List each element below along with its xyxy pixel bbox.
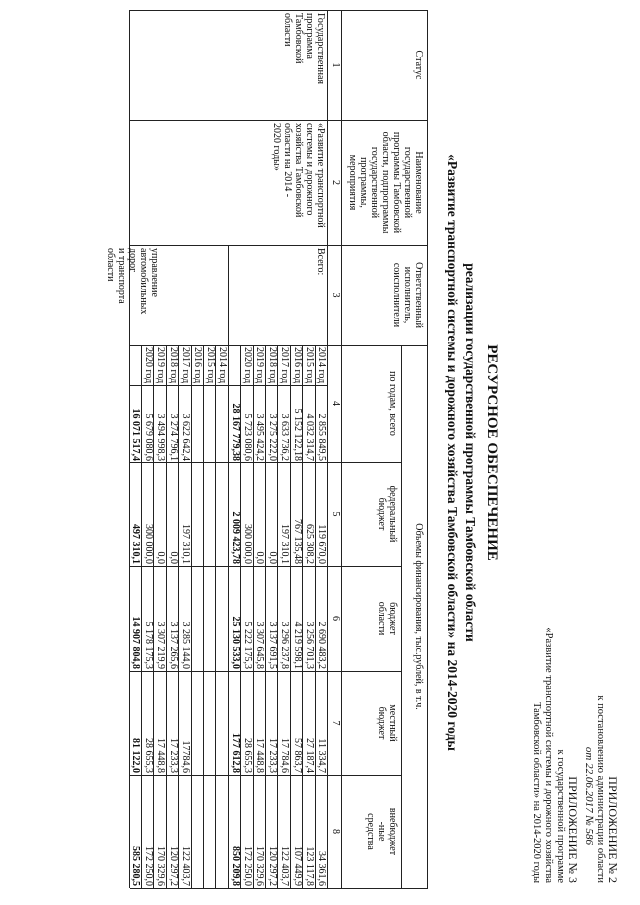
grid-line — [130, 888, 428, 889]
program-ref-1: к государственной программе — [555, 749, 566, 883]
table-cell: 34 361,6 — [316, 851, 328, 886]
table-cell: 2 855 849,5 — [316, 413, 328, 461]
doc-title: РЕСУРСНОЕ ОБЕСПЕЧЕНИЕ — [484, 344, 500, 561]
header-executor-line: соисполнители — [391, 262, 402, 328]
grid-line — [130, 245, 428, 246]
total-label: Всего: — [315, 248, 326, 276]
table-cell: 0,0 — [155, 551, 167, 564]
table-cell: 5 222 175,3 — [242, 621, 254, 669]
table-cell: 3 495 424,2 — [254, 413, 266, 461]
table-cell: 2014 год — [316, 347, 328, 384]
header-extra — [365, 775, 398, 888]
resource-table — [18, 10, 428, 888]
appendix3-label: ПРИЛОЖЕНИЕ № 3 — [566, 776, 580, 883]
column-number: 5 — [330, 511, 341, 517]
table-cell: 3 285 144,0 — [180, 621, 192, 669]
table-cell: 625 308,2 — [304, 524, 316, 564]
table-cell: 3 494 998,3 — [155, 413, 167, 461]
table-cell: 2017 год — [180, 347, 192, 384]
executor-value-line: автомобильных — [138, 248, 149, 315]
table-cell: 0,0 — [254, 551, 266, 564]
table-cell: 170 329,6 — [254, 846, 266, 886]
status-value — [282, 13, 326, 84]
grid-line — [129, 10, 130, 888]
status-value-line: Тамбовской — [293, 13, 304, 64]
table-sum-cell: 585 280,5 — [130, 846, 142, 886]
grid-line — [203, 345, 204, 888]
header-name-line: мероприятия — [347, 154, 358, 211]
table-cell: 5 679 080,6 — [142, 413, 154, 461]
header-regional-line: области — [376, 601, 387, 636]
table-cell: 3 274 796,1 — [167, 413, 179, 461]
table-cell: 2017 год — [279, 347, 291, 384]
table-cell: 27 187,4 — [304, 738, 316, 773]
header-executor-line: исполнитель, — [402, 266, 413, 324]
table-cell: 4 219 598,1 — [291, 621, 303, 669]
column-number: 8 — [330, 829, 341, 834]
program-name-line: системы и дорожного — [304, 123, 315, 216]
column-number: 7 — [330, 720, 341, 726]
grid-line — [130, 345, 428, 346]
table-cell: 2014 год — [217, 347, 229, 384]
header-by-year: по годам, всего — [387, 371, 398, 436]
header-extra-line: средства — [365, 813, 376, 850]
table-cell: 3 256 701,3 — [304, 621, 316, 669]
column-number: 2 — [330, 180, 341, 185]
table-cell: 2015 год — [204, 347, 216, 384]
header-executor-line: Ответственный — [413, 262, 424, 328]
header-federal-line: федеральный — [387, 485, 398, 543]
header-local-line: бюджет — [376, 706, 387, 740]
table-cell: 119 670,0 — [316, 524, 328, 564]
status-value-line: программа — [304, 13, 315, 59]
status-value-line: Государственная — [315, 13, 326, 85]
table-cell: 3 307 645,8 — [254, 621, 266, 669]
executor-value-line: дорог — [127, 248, 138, 273]
header-status: Статус — [413, 50, 424, 80]
header-name-line: государственной — [369, 146, 380, 219]
table-cell: 0,0 — [266, 551, 278, 564]
header-name-line: государственной — [402, 146, 413, 219]
table-sum-cell: 16 071 517,4 — [130, 408, 142, 461]
header-local — [376, 671, 398, 775]
table-cell: 2016 год — [192, 347, 204, 384]
table-cell: 0,0 — [167, 551, 179, 564]
program-name-line: 2020 годы» — [271, 123, 282, 171]
table-cell: 172 250,0 — [242, 846, 254, 886]
column-number: 3 — [330, 292, 341, 298]
doc-subtitle-2: «Развитие транспортной системы и дорожного хозяйства Тамбовской области» на 2014-2020 годы — [445, 154, 460, 751]
table-cell: 767 135,48 — [291, 519, 303, 564]
header-local-line: местный — [387, 704, 398, 742]
table-cell: 300 000,0 — [142, 524, 154, 564]
program-name-value — [271, 123, 326, 228]
status-value-line: области — [282, 13, 293, 47]
grid-line — [427, 10, 428, 888]
program-ref-2: «Развитие транспортной системы и дорожного хозяйства — [543, 627, 554, 883]
table-cell: 17 784,6 — [279, 738, 291, 773]
table-cell: 122 403,7 — [279, 846, 291, 886]
table-cell: 17784,6 — [180, 740, 192, 773]
table-cell: 5 152 122,18 — [291, 408, 303, 461]
table-cell: 17 448,8 — [155, 738, 167, 773]
doc-subtitle: реализации государственной программы Тамбовской области — [463, 263, 478, 642]
table-cell: 197 310,1 — [279, 524, 291, 564]
table-cell: 5 178 175,3 — [142, 621, 154, 669]
table-cell: 17 233,3 — [167, 738, 179, 773]
table-cell: 2019 год — [155, 347, 167, 384]
program-name-line: области на 2014 - — [282, 123, 293, 198]
table-cell: 107 449,9 — [291, 846, 303, 886]
table-sum-cell: 14 907 804,8 — [130, 616, 142, 669]
grid-line — [228, 245, 229, 345]
table-sum-cell: 2 009 423,78 — [229, 511, 241, 564]
header-regional — [376, 566, 398, 671]
executor-value-line: управление — [149, 248, 160, 297]
table-cell: 2019 год — [254, 347, 266, 384]
table-cell: 170 329,6 — [155, 846, 167, 886]
table-cell: 3 633 736,2 — [279, 413, 291, 461]
table-cell: 4 032 314,7 — [304, 413, 316, 461]
table-cell: 3 296 237,8 — [279, 621, 291, 669]
table-cell: 172 250,0 — [142, 846, 154, 886]
column-number: 6 — [330, 616, 341, 621]
table-sum-cell: 177 612,8 — [229, 733, 241, 773]
resolution-line: к постановлению администрации области — [595, 695, 606, 883]
header-name — [347, 120, 424, 245]
table-cell: 3 307 219,9 — [155, 621, 167, 669]
header-name-line: программы, — [358, 157, 369, 208]
column-number: 1 — [330, 62, 341, 68]
table-cell: 17 233,3 — [266, 738, 278, 773]
grid-line — [401, 345, 402, 888]
table-sum-cell: 28 167 779,38 — [229, 403, 241, 461]
table-cell: 2020 год — [242, 347, 254, 384]
table-cell: 300 000,0 — [242, 524, 254, 564]
date-line: от 22.06.2017 № 586 — [583, 746, 595, 845]
program-name-line: «Развитие транспортной — [315, 123, 326, 228]
executor-value-line: области — [105, 248, 116, 282]
header-extra-line: внебюджет — [387, 807, 398, 856]
grid-line — [228, 345, 229, 888]
header-federal-line: бюджет — [376, 497, 387, 531]
grid-line — [341, 10, 342, 888]
table-cell: 120 297,2 — [266, 846, 278, 886]
header-extra-line: -ные — [376, 821, 387, 842]
header-name-line: Наименование — [413, 151, 424, 214]
header-federal — [376, 462, 398, 566]
table-cell: 57 863,7 — [291, 738, 303, 773]
table-cell: 2 690 483,2 — [316, 621, 328, 669]
executor-value — [105, 248, 160, 314]
header-name-line: программы Тамбовской — [391, 131, 402, 234]
header-name-line: области, подпрограммы — [380, 131, 391, 234]
table-cell: 11 334,7 — [316, 738, 328, 773]
table-cell: 123 117,8 — [304, 846, 316, 886]
table-cell: 197 310,1 — [180, 524, 192, 564]
table-cell: 28 655,3 — [142, 738, 154, 773]
table-cell: 3 275 222,0 — [266, 413, 278, 461]
executor-value-line: и транспорта — [116, 248, 127, 304]
table-cell: 28 655,3 — [242, 738, 254, 773]
table-cell: 2020 год — [142, 347, 154, 384]
table-cell: 2018 год — [167, 347, 179, 384]
table-cell: 2016 год — [291, 347, 303, 384]
grid-line — [215, 345, 216, 888]
program-ref-3: Тамбовской области» на 2014-2020 годы — [531, 701, 542, 883]
table-cell: 120 297,2 — [167, 846, 179, 886]
table-sum-cell: 497 310,1 — [130, 524, 142, 564]
table-cell: 3 137 691,5 — [266, 621, 278, 669]
table-cell: 3 137 265,6 — [167, 621, 179, 669]
table-cell: 5 723 080,6 — [242, 413, 254, 461]
table-cell: 17 448,8 — [254, 738, 266, 773]
table-cell: 2015 год — [304, 347, 316, 384]
table-cell: 2018 год — [266, 347, 278, 384]
table-cell: 122 403,7 — [180, 846, 192, 886]
header-regional-line: бюджет — [387, 602, 398, 635]
grid-line — [130, 10, 428, 11]
program-name-line: хозяйства Тамбовской — [293, 123, 304, 218]
table-sum-cell: 850 209,8 — [229, 846, 241, 886]
appendix-label: ПРИЛОЖЕНИЕ № 2 — [606, 776, 620, 883]
table-sum-cell: 81 122,0 — [130, 738, 142, 773]
table-sum-cell: 25 130 533,0 — [229, 616, 241, 669]
column-number: 4 — [330, 401, 341, 406]
table-cell: 3 622 642,4 — [180, 413, 192, 461]
header-executor — [391, 245, 424, 345]
header-volume: Объемы финансирования, тыс.рублей, в т.ч. — [413, 523, 424, 710]
